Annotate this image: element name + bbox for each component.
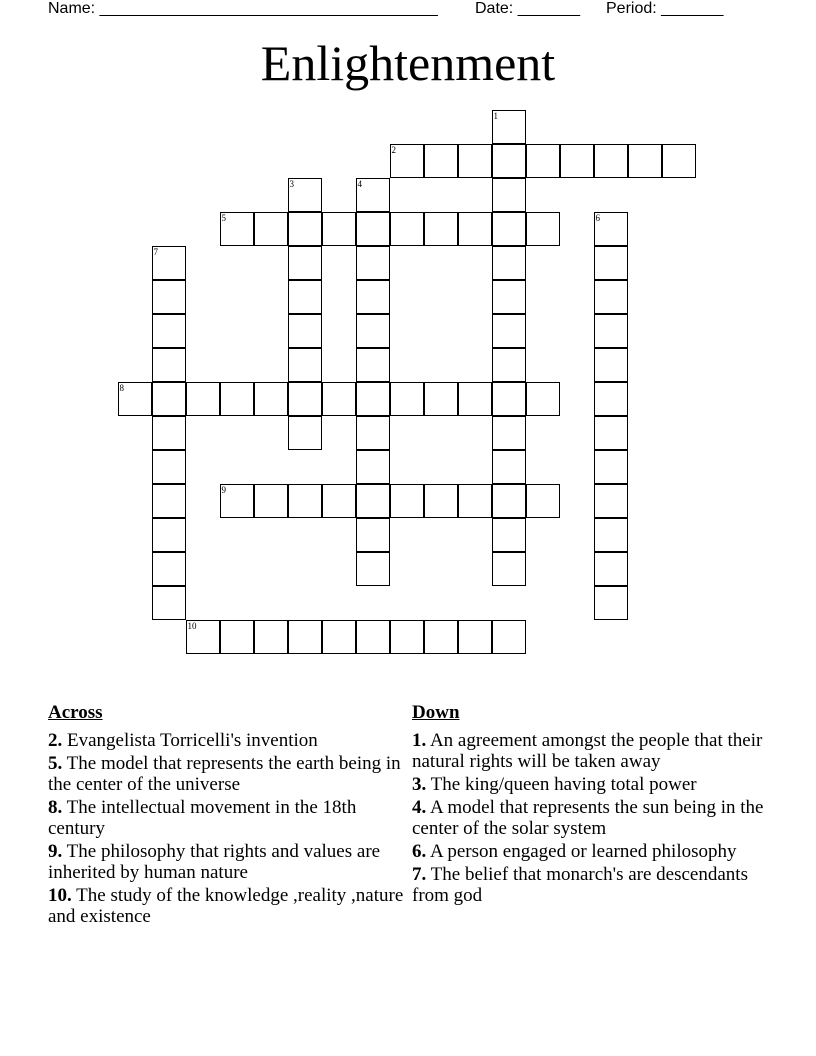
crossword-cell[interactable] <box>594 382 628 416</box>
crossword-cell[interactable] <box>458 212 492 246</box>
crossword-cell[interactable] <box>356 450 390 484</box>
crossword-cell[interactable] <box>492 552 526 586</box>
across-clue <box>48 797 408 839</box>
crossword-cell[interactable] <box>424 382 458 416</box>
down-clue-list <box>412 730 772 906</box>
crossword-cell[interactable] <box>288 212 322 246</box>
crossword-cell[interactable] <box>594 518 628 552</box>
across-clue <box>48 885 408 927</box>
crossword-cell[interactable] <box>594 144 628 178</box>
down-clue <box>412 797 772 839</box>
crossword-cell[interactable] <box>390 620 424 654</box>
crossword-cell[interactable] <box>356 348 390 382</box>
crossword-cell[interactable] <box>526 382 560 416</box>
crossword-cell[interactable] <box>152 518 186 552</box>
crossword-cell[interactable] <box>356 552 390 586</box>
clue-number: 6. <box>412 841 427 862</box>
crossword-cell[interactable] <box>356 212 390 246</box>
crossword-cell[interactable] <box>152 382 186 416</box>
crossword-cell[interactable] <box>220 620 254 654</box>
crossword-cell[interactable] <box>594 416 628 450</box>
crossword-cell[interactable] <box>594 450 628 484</box>
across-clue <box>48 730 408 751</box>
crossword-cell[interactable] <box>594 348 628 382</box>
crossword-cell[interactable] <box>458 484 492 518</box>
crossword-cell[interactable] <box>390 484 424 518</box>
crossword-cell[interactable] <box>458 620 492 654</box>
crossword-cell[interactable] <box>492 212 526 246</box>
crossword-cell[interactable] <box>322 484 356 518</box>
crossword-cell[interactable] <box>492 144 526 178</box>
down-clue <box>412 730 772 772</box>
crossword-cell[interactable] <box>186 620 220 654</box>
clue-text: The intellectual movement in the 18th century <box>48 797 357 839</box>
clue-number: 5. <box>48 753 63 774</box>
clue-text: The philosophy that rights and values are inherited by human nature <box>48 841 381 883</box>
clue-number: 9. <box>48 841 63 862</box>
crossword-cell[interactable] <box>526 484 560 518</box>
crossword-cell[interactable] <box>288 246 322 280</box>
crossword-cell[interactable] <box>526 212 560 246</box>
clue-number: 4. <box>412 797 427 818</box>
clue-text: The study of the knowledge ,reality ,nature and existence <box>48 885 404 927</box>
clue-text: A person engaged or learned philosophy <box>426 841 737 862</box>
crossword-cell[interactable] <box>594 552 628 586</box>
crossword-cell[interactable] <box>288 620 322 654</box>
crossword-cell[interactable] <box>492 178 526 212</box>
crossword-cell[interactable] <box>560 144 594 178</box>
crossword-cell[interactable] <box>492 450 526 484</box>
clue-number: 3. <box>412 774 427 795</box>
crossword-cell[interactable] <box>492 484 526 518</box>
crossword-cell[interactable] <box>322 212 356 246</box>
clue-number: 7. <box>412 864 427 885</box>
clue-text: Evangelista Torricelli's invention <box>62 730 318 751</box>
crossword-cell[interactable] <box>152 314 186 348</box>
crossword-cell[interactable] <box>356 484 390 518</box>
clue-text: An agreement amongst the people that their natural rights will be taken away <box>412 730 763 772</box>
crossword-cell[interactable] <box>322 382 356 416</box>
crossword-cell[interactable] <box>492 382 526 416</box>
crossword-cell[interactable] <box>152 246 186 280</box>
crossword-cell[interactable] <box>220 382 254 416</box>
across-clues <box>48 702 408 929</box>
crossword-cell[interactable] <box>492 110 526 144</box>
clue-text: The model that represents the earth being in the center of the universe <box>48 753 401 795</box>
crossword-cell[interactable] <box>424 484 458 518</box>
cell-number: 7 <box>153 247 158 257</box>
crossword-cell[interactable] <box>288 348 322 382</box>
cell-number: 9 <box>221 485 226 495</box>
crossword-cell[interactable] <box>458 144 492 178</box>
clue-text: The belief that monarch's are descendants from god <box>412 864 748 906</box>
clue-text: The king/queen having total power <box>426 774 697 795</box>
crossword-cell[interactable] <box>356 280 390 314</box>
name-field-label[interactable]: Name: ______________________________________ <box>48 0 438 17</box>
crossword-cell[interactable] <box>356 382 390 416</box>
crossword-cell[interactable] <box>594 484 628 518</box>
across-clue <box>48 841 408 883</box>
cell-number: 6 <box>595 213 600 223</box>
down-heading: Down <box>412 702 460 723</box>
cell-number: 1 <box>493 111 498 121</box>
crossword-cell[interactable] <box>492 518 526 552</box>
crossword-cell[interactable] <box>390 382 424 416</box>
crossword-cell[interactable] <box>152 280 186 314</box>
crossword-cell[interactable] <box>492 246 526 280</box>
crossword-cell[interactable] <box>492 416 526 450</box>
crossword-cell[interactable] <box>356 416 390 450</box>
crossword-cell[interactable] <box>288 382 322 416</box>
crossword-cell[interactable] <box>424 144 458 178</box>
down-clues <box>412 702 772 908</box>
down-clue <box>412 864 772 906</box>
crossword-cell[interactable] <box>220 212 254 246</box>
crossword-cell[interactable] <box>152 484 186 518</box>
down-clue <box>412 774 772 795</box>
crossword-cell[interactable] <box>118 382 152 416</box>
crossword-cell[interactable] <box>526 144 560 178</box>
across-clue-list <box>48 730 408 927</box>
down-clue <box>412 841 772 862</box>
crossword-cell[interactable] <box>356 620 390 654</box>
crossword-cell[interactable] <box>254 212 288 246</box>
crossword-cell[interactable] <box>288 484 322 518</box>
crossword-cell[interactable] <box>594 314 628 348</box>
cell-number: 8 <box>119 383 124 393</box>
crossword-cell[interactable] <box>492 348 526 382</box>
crossword-cell[interactable] <box>220 484 254 518</box>
page-title: Enlightenment <box>260 35 556 91</box>
crossword-cell[interactable] <box>492 280 526 314</box>
crossword-cell[interactable] <box>356 518 390 552</box>
crossword-cell[interactable] <box>390 144 424 178</box>
crossword-cell[interactable] <box>356 314 390 348</box>
crossword-cell[interactable] <box>254 484 288 518</box>
crossword-cell[interactable] <box>288 178 322 212</box>
crossword-cell[interactable] <box>424 620 458 654</box>
crossword-cell[interactable] <box>152 348 186 382</box>
crossword-cell[interactable] <box>356 246 390 280</box>
cell-number: 3 <box>289 179 294 189</box>
crossword-cell[interactable] <box>254 382 288 416</box>
crossword-cell[interactable] <box>356 178 390 212</box>
period-field-label[interactable]: Period: _______ <box>606 0 724 17</box>
across-clue <box>48 753 408 795</box>
crossword-cell[interactable] <box>152 416 186 450</box>
crossword-cell[interactable] <box>322 620 356 654</box>
crossword-cell[interactable] <box>492 314 526 348</box>
crossword-cell[interactable] <box>288 416 322 450</box>
crossword-cell[interactable] <box>152 552 186 586</box>
cell-number: 10 <box>187 621 197 631</box>
crossword-cell[interactable] <box>424 212 458 246</box>
clue-text: A model that represents the sun being in the center of the solar system <box>412 797 764 839</box>
crossword-cell[interactable] <box>594 280 628 314</box>
crossword-cell[interactable] <box>152 586 186 620</box>
crossword-cell[interactable] <box>390 212 424 246</box>
crossword-cell[interactable] <box>186 382 220 416</box>
crossword-cell[interactable] <box>594 586 628 620</box>
clue-number: 10. <box>48 885 72 906</box>
date-field-label[interactable]: Date: _______ <box>475 0 580 17</box>
crossword-cell[interactable] <box>492 620 526 654</box>
cell-number: 4 <box>357 179 362 189</box>
crossword-cell[interactable] <box>594 246 628 280</box>
across-heading: Across <box>48 702 103 723</box>
crossword-cell[interactable] <box>458 382 492 416</box>
cell-number: 5 <box>221 213 226 223</box>
crossword-cell[interactable] <box>288 280 322 314</box>
crossword-cell[interactable] <box>254 620 288 654</box>
crossword-cell[interactable] <box>152 450 186 484</box>
clue-number: 2. <box>48 730 63 751</box>
crossword-cell[interactable] <box>594 212 628 246</box>
crossword-cell[interactable] <box>288 314 322 348</box>
cell-number: 2 <box>391 145 396 155</box>
clue-number: 8. <box>48 797 63 818</box>
crossword-cell[interactable] <box>628 144 662 178</box>
clue-number: 1. <box>412 730 427 751</box>
crossword-cell[interactable] <box>662 144 696 178</box>
